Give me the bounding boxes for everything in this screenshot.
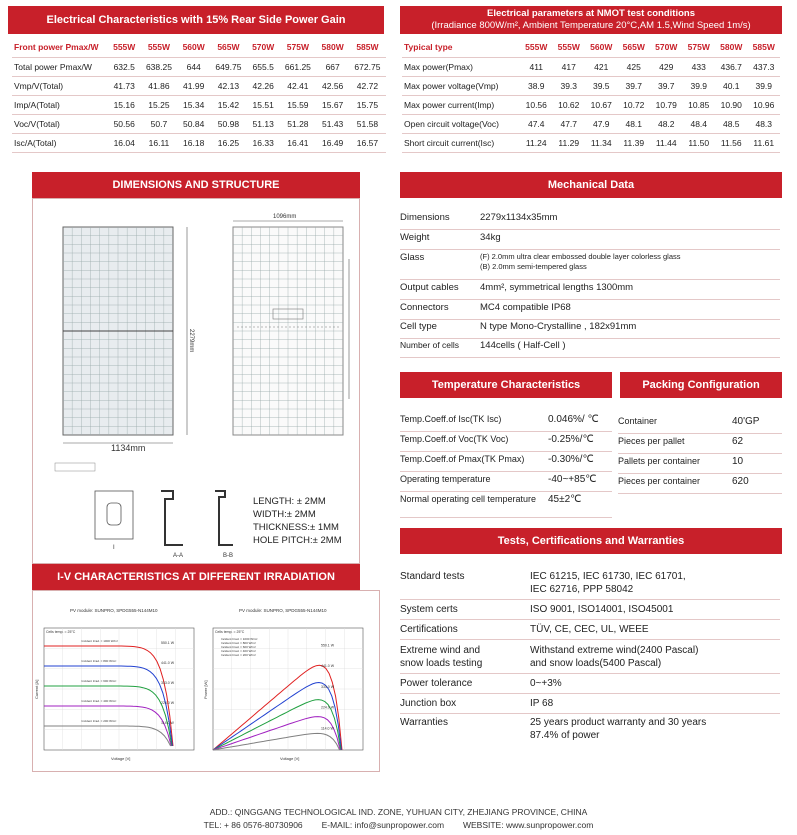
cell-value: 555W [108,38,140,57]
cell-value: 39.5 [585,76,618,95]
temp-row-pmax [400,454,612,472]
tests-row-standard [400,570,780,600]
series-label: Incident Irrad. = 200 W/m² [81,718,117,723]
mech-value: (F) 2.0mm ultra clear embossed double layer colorless glass [480,252,681,261]
cell-value: 555W [520,38,553,57]
table-row [402,76,780,95]
iv-chart-current [34,604,204,768]
mech-value-2: (B) 2.0mm semi-tempered glass [480,262,587,271]
cell-value: 11.61 [748,133,781,152]
pack-row-pieces-per-container [618,476,782,494]
temp-row-noct [400,494,612,518]
cell-value: 580W [316,38,348,57]
row-label: Short circuit current(Isc) [402,133,520,152]
section-front-label: I [113,545,115,551]
cell-value: 15.16 [108,95,140,114]
cell-value: 16.04 [108,133,140,152]
table-header-row [12,38,386,57]
cell-value: 48.1 [618,114,651,133]
cell-value: 51.28 [279,114,316,133]
cell-value: 585W [748,38,781,57]
temp-value: -0.30%/℃ [548,454,594,465]
cell-value: 560W [177,38,209,57]
iv-chart-power [203,604,375,768]
cell-value: 11.24 [520,133,553,152]
row-label: Vmp/V(Total) [12,76,108,95]
pack-row-pallet [618,436,782,454]
tests-key: Certifications [400,624,458,635]
cell-value: 411 [520,57,553,76]
tolerance-list [253,495,342,547]
cell-value: 15.59 [279,95,316,114]
y-axis-label: Power [W] [203,680,208,699]
temp-value: -40~+85℃ [548,474,597,485]
mech-row-weight [400,232,780,250]
mech-value: N type Mono-Crystalline , 182x91mm [480,321,637,332]
chart-title: PV module: SUNPRO, SPDG555-N144M10 [239,608,327,613]
cell-value: 15.34 [177,95,209,114]
cell-value: 11.44 [650,133,683,152]
cell-value: 16.57 [349,133,386,152]
tolerance-length: LENGTH: ± 2MM [253,496,326,507]
cell-value: 39.9 [683,76,716,95]
power-label: 550.1 W [161,640,175,645]
cell-value: 39.7 [650,76,683,95]
cell-value: 51.58 [349,114,386,133]
tests-row-certifications [400,624,780,640]
row-label: Max power current(Imp) [402,95,520,114]
table-row [402,95,780,114]
cell-value: 47.7 [553,114,586,133]
row-label: Typical type [402,38,520,57]
mech-row-glass [400,252,780,280]
power-label: 333.0 W [321,684,335,689]
cell-value: 10.56 [520,95,553,114]
mech-row-cell-type [400,321,780,339]
tolerance-thickness: THICKNESS:± 1MM [253,522,339,533]
series-label: Incident Irrad. = 1000 W/m² [81,638,118,643]
cell-value: 39.7 [618,76,651,95]
pack-key: Pieces per pallet [618,436,685,446]
row-label: Max power(Pmax) [402,57,520,76]
cell-value: 560W [585,38,618,57]
row-label: Front power Pmax/W [12,38,108,57]
cell-value: 41.73 [108,76,140,95]
mech-row-dimensions [400,212,780,230]
temp-key: Temp.Coeff.of Isc(TK Isc) [400,414,502,424]
cell-value: 16.41 [279,133,316,152]
cell-value: 16.18 [177,133,209,152]
temp-key: Operating temperature [400,474,491,484]
cell-value: 41.99 [177,76,209,95]
cell-value: 638.25 [140,57,177,76]
nmot-table [402,38,780,153]
temp-row-isc [400,414,612,432]
power-label: 333.0 W [161,680,175,685]
cell-value: 48.3 [748,114,781,133]
cell-value: 437.3 [748,57,781,76]
nmot-title-line1: Electrical parameters at NMOT test conditions [486,8,695,19]
cell-temp-label: Cells temp. = 25°C [46,630,76,634]
row-label: Isc/A(Total) [12,133,108,152]
temp-row-operating [400,474,612,492]
mech-key: Glass [400,252,425,263]
cell-value: 42.13 [210,76,247,95]
cell-value: 15.25 [140,95,177,114]
cell-value: 425 [618,57,651,76]
nmot-title-line2: (Irradiance 800W/m², Ambient Temperature 20°C,AM 1.5,Wind Speed 1m/s) [431,20,751,31]
mech-value: MC4 compatible IP68 [480,302,571,313]
row-label: Imp/A(Total) [12,95,108,114]
cell-value: 42.56 [316,76,348,95]
width-dimension-label: 1134mm [111,443,146,453]
row-label: Total power Pmax/W [12,57,108,76]
series-label: Incident Irrad. = 600 W/m² [221,645,256,649]
cell-value: 575W [683,38,716,57]
cell-value: 42.41 [279,76,316,95]
mech-key: Number of cells [400,340,460,350]
cell-value: 48.4 [683,114,716,133]
series-label: Incident Irrad. = 800 W/m² [81,658,117,663]
temp-row-voc [400,434,612,452]
rear-width-dimension-label: 1096mm [273,214,297,220]
series-label: Incident Irrad. = 1000 W/m² [221,637,258,641]
tests-value-2: 87.4% of power [530,730,600,741]
cell-value: 570W [247,38,279,57]
temp-value: -0.25%/℃ [548,434,594,445]
cell-value: 672.75 [349,57,386,76]
cell-value: 40.1 [715,76,748,95]
iv-title: I-V CHARACTERISTICS AT DIFFERENT IRRADIATION [32,564,360,590]
footer-address: ADD.: QINGGANG TECHNOLOGICAL IND. ZONE, YUHUAN CITY, ZHEJIANG PROVINCE, CHINA [209,807,588,817]
mech-key: Cell type [400,321,437,332]
cell-value: 15.67 [316,95,348,114]
tests-row-junction [400,698,780,714]
mech-row-cells [400,340,780,358]
x-axis-label: Voltage [V] [280,756,300,761]
table-row [12,95,386,114]
y-axis-label: Current [A] [34,679,39,699]
cell-value: 555W [553,38,586,57]
power-label: 114.0 W [161,720,174,725]
tests-row-tolerance [400,678,780,694]
power-label: 441.0 W [321,664,335,669]
row-label: Open circuit voltage(Voc) [402,114,520,133]
temp-value: 0.046%/ ℃ [548,414,599,425]
cell-value: 47.4 [520,114,553,133]
cell-value: 11.29 [553,133,586,152]
cell-value: 48.5 [715,114,748,133]
tests-row-wind-snow [400,644,780,674]
cell-value: 15.42 [210,95,247,114]
temp-value: 45±2℃ [548,494,582,505]
series-label: Incident Irrad. = 400 W/m² [81,698,117,703]
table-header-row [402,38,780,57]
tests-key: Power tolerance [400,678,473,689]
tests-value-2: and snow loads(5400 Pascal) [530,658,662,669]
chart-title: PV module: SUNPRO, SPDG555-N144M10 [70,608,158,613]
cell-value: 11.50 [683,133,716,152]
table-row [12,114,386,133]
cell-value: 10.67 [585,95,618,114]
mech-key: Connectors [400,302,449,313]
cell-value: 10.90 [715,95,748,114]
cell-value: 10.85 [683,95,716,114]
tests-title: Tests, Certifications and Warranties [400,528,782,554]
pack-value: 62 [732,436,744,447]
cell-value: 42.26 [247,76,279,95]
tests-key: Junction box [400,698,457,709]
cell-value: 433 [683,57,716,76]
dimensions-title: DIMENSIONS AND STRUCTURE [32,172,360,198]
cell-value: 649.75 [210,57,247,76]
temp-key: Temp.Coeff.of Pmax(TK Pmax) [400,454,525,464]
mech-key: Output cables [400,282,459,293]
pack-row-pallets-per-container [618,456,782,474]
cell-temp-label: Cells temp. = 25°C [215,630,245,634]
tests-value: 25 years product warranty and 30 years [530,717,707,728]
temp-key: Temp.Coeff.of Voc(TK Voc) [400,434,509,444]
cell-value: 555W [140,38,177,57]
cell-value: 15.75 [349,95,386,114]
series-label: Incident Irrad. = 400 W/m² [221,649,256,653]
series-label: Incident Irrad. = 200 W/m² [221,653,256,657]
electrical-title: Electrical Characteristics with 15% Rear Side Power Gain [8,6,384,34]
cell-value: 565W [618,38,651,57]
table-row [402,114,780,133]
cell-value: 10.72 [618,95,651,114]
tolerance-width: WIDTH:± 2MM [253,509,316,520]
footer-website[interactable]: WEBSITE: www.sunpropower.com [462,820,594,830]
table-row [12,133,386,152]
table-row [12,76,386,95]
pack-key: Container [618,416,658,426]
cell-value: 417 [553,57,586,76]
electrical-table [12,38,386,153]
mech-value: 2279x1134x35mm [480,212,558,223]
cell-value: 436.7 [715,57,748,76]
tests-value: IP 68 [530,698,554,709]
tests-key: Extreme wind and [400,645,481,656]
tests-value: TÜV, CE, CEC, UL, WEEE [530,624,649,635]
tests-key: System certs [400,604,458,615]
cell-value: 51.43 [316,114,348,133]
cell-value: 580W [715,38,748,57]
table-row [402,57,780,76]
cell-value: 570W [650,38,683,57]
cell-value: 585W [349,38,386,57]
section-aa-label: A-A [173,553,184,559]
x-axis-label: Voltage [V] [111,756,131,761]
temperature-title: Temperature Characteristics [400,372,612,398]
mech-key: Dimensions [400,212,450,223]
footer-tel: TEL: + 86 0576-80730906 [203,820,303,830]
tests-row-warranties [400,716,780,744]
cell-value: 11.34 [585,133,618,152]
tests-value: Withstand extreme wind(2400 Pascal) [530,645,699,656]
cell-value: 667 [316,57,348,76]
footer-email[interactable]: E-MAIL: info@sunpropower.com [321,820,445,830]
tolerance-hole-pitch: HOLE PITCH:± 2MM [253,535,342,546]
cell-value: 50.7 [140,114,177,133]
mech-row-connectors [400,302,780,320]
power-label: 550.1 W [321,643,335,648]
tests-row-system [400,604,780,620]
cell-value: 47.9 [585,114,618,133]
temp-key: Normal operating cell temperature [400,494,537,504]
pack-row-container [618,416,782,434]
cell-value: 10.96 [748,95,781,114]
mech-value: 4mm², symmetrical lengths 1300mm [480,282,634,293]
footer-contacts [0,820,797,830]
cell-value: 48.2 [650,114,683,133]
cell-value: 575W [279,38,316,57]
cell-value: 50.56 [108,114,140,133]
tests-value-2: IEC 62716, PPP 58042 [530,584,634,595]
cell-value: 38.9 [520,76,553,95]
mech-key: Weight [400,232,430,243]
cell-value: 632.5 [108,57,140,76]
mech-value: 144cells ( Half-Cell ) [480,340,566,351]
cell-value: 421 [585,57,618,76]
cell-value: 10.62 [553,95,586,114]
cell-value: 39.9 [748,76,781,95]
cell-value: 41.86 [140,76,177,95]
tests-key-2: snow loads testing [400,658,483,669]
height-dimension-label: 2279mm [188,329,194,353]
cell-value: 16.33 [247,133,279,152]
pack-key: Pallets per container [618,456,701,466]
series-label: Incident Irrad. = 800 W/m² [221,641,256,645]
cell-value: 11.56 [715,133,748,152]
cell-value: 39.3 [553,76,586,95]
cell-value: 11.39 [618,133,651,152]
cell-value: 655.5 [247,57,279,76]
cell-value: 15.51 [247,95,279,114]
mechanical-title: Mechanical Data [400,172,782,198]
cell-value: 661.25 [279,57,316,76]
cell-value: 16.11 [140,133,177,152]
nmot-title [400,6,782,34]
tests-value: 0~+3% [530,678,562,689]
tests-value: IEC 61215, IEC 61730, IEC 61701, [530,571,686,582]
tests-value: ISO 9001, ISO14001, ISO45001 [530,604,674,615]
mech-value: 34kg [480,232,501,243]
power-label: 224.0 W [321,705,335,710]
cell-value: 644 [177,57,209,76]
cell-value: 565W [210,38,247,57]
series-label: Incident Irrad. = 600 W/m² [81,678,117,683]
cell-value: 51.13 [247,114,279,133]
cell-value: 50.98 [210,114,247,133]
cell-value: 42.72 [349,76,386,95]
pack-key: Pieces per container [618,476,701,486]
cell-value: 16.49 [316,133,348,152]
row-label: Voc/V(Total) [12,114,108,133]
tests-key: Warranties [400,717,448,728]
power-label: 441.0 W [161,660,175,665]
pack-value: 10 [732,456,744,467]
section-bb-label: B-B [223,553,234,559]
pack-value: 40'GP [732,416,760,427]
table-row [12,57,386,76]
power-label: 114.0 W [321,726,334,731]
power-label: 224.0 W [161,700,175,705]
cell-value: 10.79 [650,95,683,114]
tests-key: Standard tests [400,571,465,582]
mech-row-cables [400,282,780,300]
cell-value: 50.84 [177,114,209,133]
cell-value: 16.25 [210,133,247,152]
row-label: Max power voltage(Vmp) [402,76,520,95]
cell-value: 429 [650,57,683,76]
packing-title: Packing Configuration [620,372,782,398]
table-row [402,133,780,152]
pack-value: 620 [732,476,749,487]
